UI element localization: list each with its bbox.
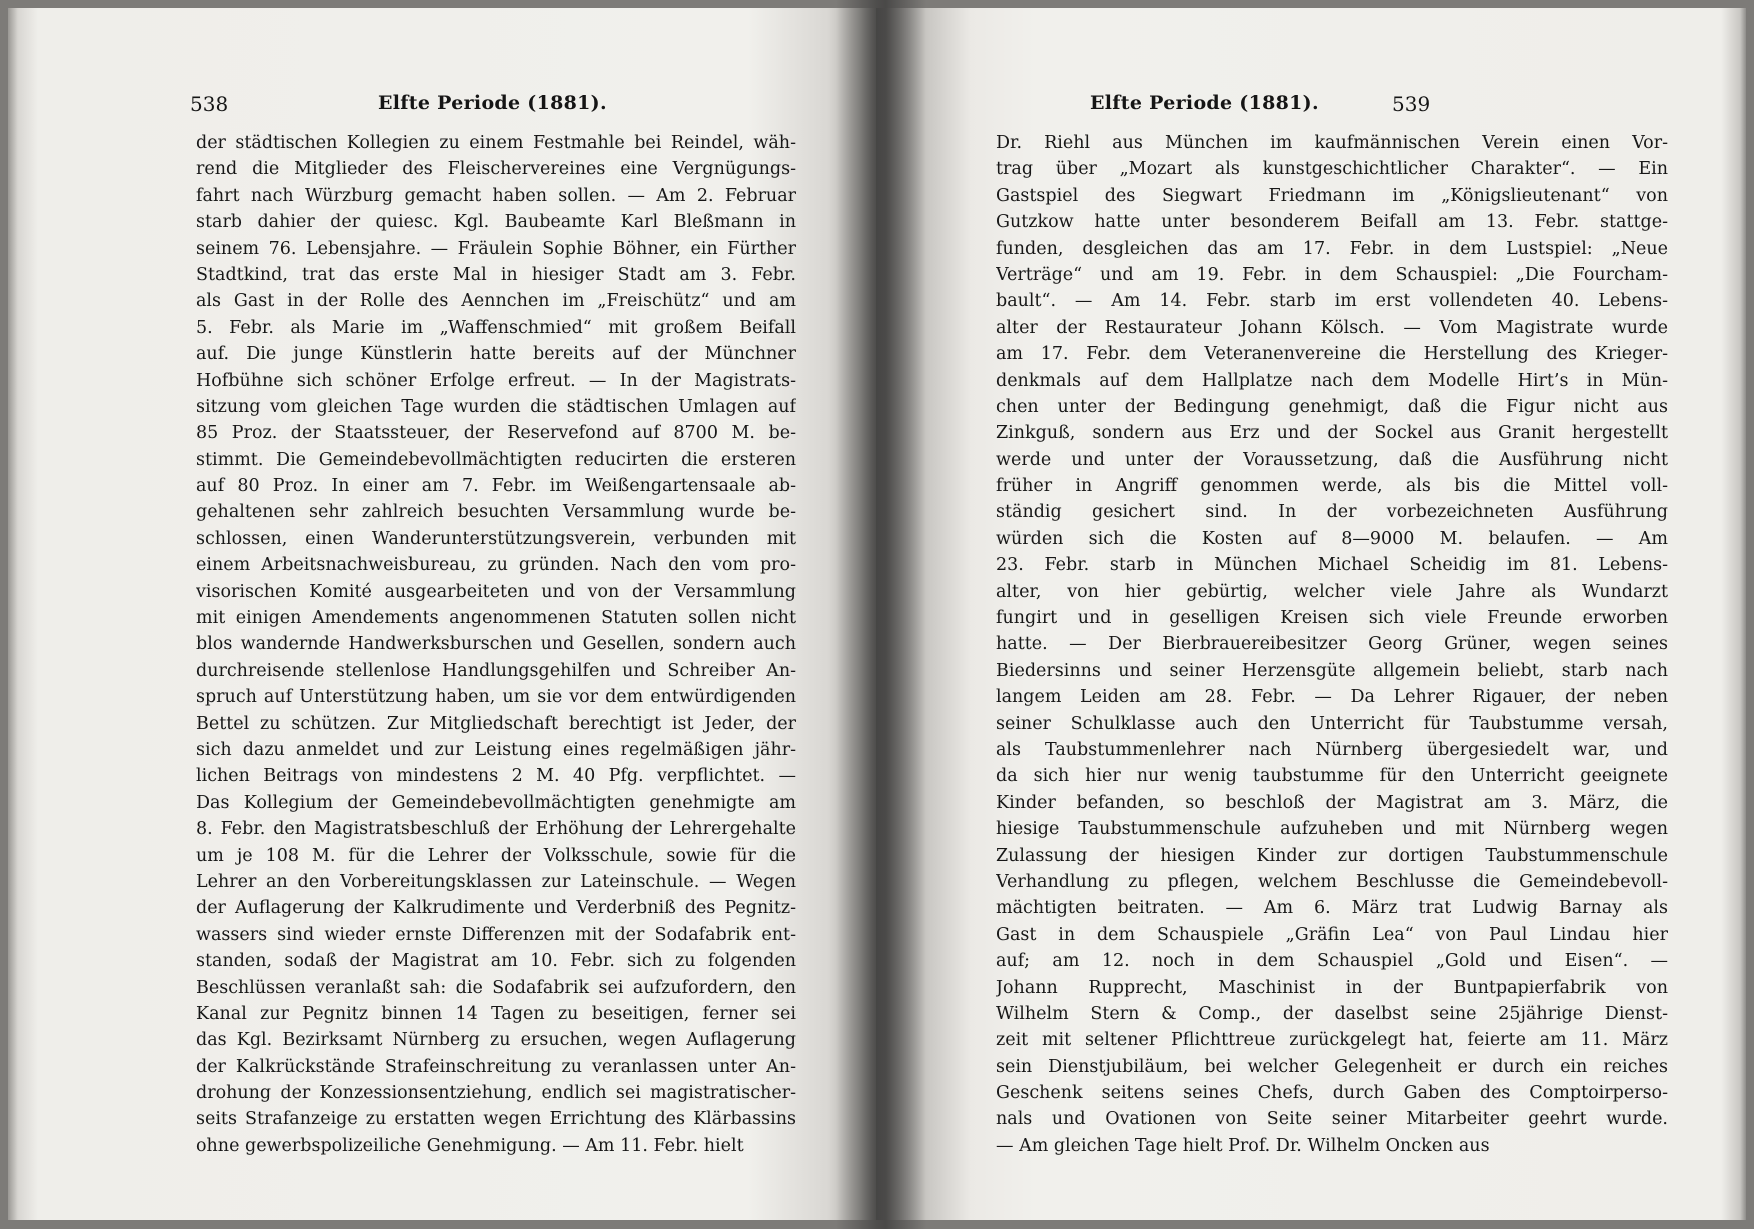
text-line: auf; am 12. noch in dem Schauspiel „Gold und Eisen“. — — [996, 951, 1668, 972]
text-line: standen, sodaß der Magistrat am 10. Febr. sich zu folgenden — [196, 951, 796, 972]
text-line: einem Arbeitsnachweisbureau, zu gründen. Nach den vom pro- — [196, 555, 796, 576]
text-line: 85 Proz. der Staatssteuer, der Reservefond auf 8700 M. be- — [196, 423, 796, 444]
text-line: der städtischen Kollegien zu einem Festmahle bei Reindel, wäh- — [196, 133, 796, 153]
text-line: der Auflagerung der Kalkrudimente und Verderbniß des Pegnitz- — [196, 898, 796, 919]
text-line: funden, desgleichen das am 17. Febr. in dem Lustspiel: „Neue — [996, 238, 1668, 259]
text-line: mächtigten beitraten. — Am 6. März trat Ludwig Barnay als — [996, 898, 1668, 919]
text-line: 5. Febr. als Marie im „Waffenschmied“ mit großem Beifall — [196, 317, 796, 338]
text-line: am 17. Febr. dem Veteranenvereine die Herstellung des Krieger- — [996, 344, 1668, 365]
text-line: Bettel zu schützen. Zur Mitgliedschaft berechtigt ist Jeder, der — [196, 713, 796, 734]
text-line: visorischen Komité ausgearbeiteten und von der Versammlung — [196, 581, 796, 602]
text-line: blos wandernde Handwerksburschen und Gesellen, sondern auch — [196, 634, 796, 655]
text-line: alter, von hier gebürtig, welcher viele Jahre als Wundarzt — [996, 581, 1668, 602]
text-line: nals und Ovationen von Seite seiner Mitarbeiter geehrt wurde. — [996, 1109, 1668, 1130]
text-line: Das Kollegium der Gemeindebevollmächtigten genehmigte am — [196, 792, 796, 813]
text-line: früher in Angriff genommen werde, als bis die Mittel voll- — [996, 476, 1668, 497]
text-line: das Kgl. Bezirksamt Nürnberg zu ersuchen, wegen Auflagerung — [196, 1030, 796, 1051]
text-line: trag über „Mozart als kunstgeschichtlicher Charakter“. — Ein — [996, 159, 1668, 180]
text-line: Gastspiel des Siegwart Friedmann im „Königslieutenant“ von — [996, 185, 1668, 206]
text-line: Dr. Riehl aus München im kaufmännischen Verein einen Vor- — [996, 133, 1668, 153]
text-line: hatte. — Der Bierbrauereibesitzer Georg Grüner, wegen seines — [996, 634, 1668, 655]
text-line: auf 80 Proz. In einer am 7. Febr. im Weißengartensaale ab- — [196, 476, 796, 497]
text-line: bault“. — Am 14. Febr. starb im erst vollendeten 40. Lebens- — [996, 291, 1668, 312]
text-line: denkmals auf dem Hallplatze nach dem Modelle Hirt’s in Mün- — [996, 370, 1668, 391]
text-line: fungirt und in geselligen Kreisen sich viele Freunde erworben — [996, 608, 1668, 629]
text-line: Geschenk seitens seines Chefs, durch Gaben des Comptoirperso- — [996, 1083, 1668, 1104]
text-line: rend die Mitglieder des Fleischervereines eine Vergnügungs- — [196, 159, 796, 180]
text-line: Verhandlung zu pflegen, welchem Beschlusse die Gemeindebevoll- — [996, 871, 1668, 892]
text-line: würden sich die Kosten auf 8—9000 M. belaufen. — Am — [996, 528, 1668, 549]
running-head: Elfte Periode (1881). — [1090, 92, 1319, 114]
page-number: 538 — [190, 92, 229, 116]
text-line: ständig gesichert sind. In der vorbezeichneten Ausführung — [996, 502, 1668, 523]
text-line: seiner Schulklasse auch den Unterricht für Taubstumme versah, — [996, 713, 1668, 734]
text-line: Wilhelm Stern & Comp., der daselbst seine 25jährige Dienst- — [996, 1003, 1668, 1024]
text-line: mit einigen Amendements angenommenen Statuten sollen nicht — [196, 608, 796, 629]
text-line: — Am gleichen Tage hielt Prof. Dr. Wilhelm Oncken aus — [996, 1135, 1490, 1156]
text-line: Stadtkind, trat das erste Mal in hiesiger Stadt am 3. Febr. — [196, 264, 796, 285]
page-number: 539 — [1392, 92, 1431, 116]
text-line: da sich hier nur wenig taubstumme für den Unterricht geeignete — [996, 766, 1668, 787]
text-line: wassers sind wieder ernste Differenzen mit der Sodafabrik ent- — [196, 924, 796, 945]
text-line: als Gast in der Rolle des Aennchen im „Freischütz“ und am — [196, 291, 796, 312]
text-line: Beschlüssen veranlaßt sah: die Sodafabrik sei aufzufordern, den — [196, 977, 796, 998]
text-line: werde und unter der Voraussetzung, daß die Ausführung nicht — [996, 449, 1668, 470]
left-page-header — [8, 92, 876, 122]
left-page-text — [196, 130, 796, 1159]
text-line: zeit mit seltener Pflichttreue zurückgelegt hat, feierte am 11. März — [996, 1030, 1668, 1051]
text-line: langem Leiden am 28. Febr. — Da Lehrer Rigauer, der neben — [996, 687, 1668, 708]
text-line: alter der Restaurateur Johann Kölsch. — Vom Magistrate wurde — [996, 317, 1668, 338]
text-line: hiesige Taubstummenschule aufzuheben und mit Nürnberg wegen — [996, 819, 1668, 840]
text-line: Biedersinns und seiner Herzensgüte allgemein beliebt, starb nach — [996, 660, 1668, 681]
text-line: Lehrer an den Vorbereitungsklassen zur Lateinschule. — Wegen — [196, 871, 796, 892]
text-line: sitzung vom gleichen Tage wurden die städtischen Umlagen auf — [196, 396, 796, 417]
text-line: der Kalkrückstände Strafeinschreitung zu veranlassen unter An- — [196, 1056, 796, 1077]
text-line: ohne gewerbspolizeiliche Genehmigung. — Am 11. Febr. hielt — [196, 1135, 744, 1156]
text-line: starb dahier der quiesc. Kgl. Baubeamte Karl Bleßmann in — [196, 212, 796, 233]
text-line: schlossen, einen Wanderunterstützungsverein, verbunden mit — [196, 528, 796, 549]
text-line: Zinkguß, sondern aus Erz und der Sockel aus Granit hergestellt — [996, 423, 1668, 444]
text-line: Gast in dem Schauspiele „Gräfin Lea“ von Paul Lindau hier — [996, 924, 1668, 945]
text-line: durchreisende stellenlose Handlungsgehilfen und Schreiber An- — [196, 660, 796, 681]
text-line: drohung der Konzessionsentziehung, endlich sei magistratischer- — [196, 1083, 796, 1104]
text-line: Kanal zur Pegnitz binnen 14 Tagen zu beseitigen, ferner sei — [196, 1003, 796, 1024]
right-page-header — [876, 92, 1746, 122]
right-page — [876, 8, 1746, 1220]
text-line: Verträge“ und am 19. Febr. in dem Schauspiel: „Die Fourcham- — [996, 264, 1668, 285]
left-page — [8, 8, 876, 1220]
text-line: als Taubstummenlehrer nach Nürnberg übergesiedelt war, und — [996, 739, 1668, 760]
text-line: sich dazu anmeldet und zur Leistung eines regelmäßigen jähr- — [196, 739, 796, 760]
text-line: sein Dienstjubiläum, bei welcher Gelegenheit er durch ein reiches — [996, 1056, 1668, 1077]
text-line: gehaltenen sehr zahlreich besuchten Versammlung wurde be- — [196, 502, 796, 523]
text-line: lichen Beitrags von mindestens 2 M. 40 Pfg. verpflichtet. — — [196, 766, 796, 787]
text-line: seinem 76. Lebensjahre. — Fräulein Sophie Böhner, ein Fürther — [196, 238, 796, 259]
text-line: Gutzkow hatte unter besonderem Beifall am 13. Febr. stattge- — [996, 212, 1668, 233]
text-line: Zulassung der hiesigen Kinder zur dortigen Taubstummenschule — [996, 845, 1668, 866]
text-line: Kinder befanden, so beschloß der Magistrat am 3. März, die — [996, 792, 1668, 813]
right-page-text — [996, 130, 1668, 1159]
text-line: seits Strafanzeige zu erstatten wegen Errichtung des Klärbassins — [196, 1109, 796, 1130]
text-line: spruch auf Unterstützung haben, um sie vor dem entwürdigenden — [196, 687, 796, 708]
text-line: stimmt. Die Gemeindebevollmächtigten reducirten die ersteren — [196, 449, 796, 470]
text-line: auf. Die junge Künstlerin hatte bereits auf der Münchner — [196, 344, 796, 365]
text-line: Johann Rupprecht, Maschinist in der Buntpapierfabrik von — [996, 977, 1668, 998]
running-head: Elfte Periode (1881). — [378, 92, 607, 114]
text-line: um je 108 M. für die Lehrer der Volksschule, sowie für die — [196, 845, 796, 866]
text-line: 8. Febr. den Magistratsbeschluß der Erhöhung der Lehrergehalte — [196, 819, 796, 840]
book-gutter — [836, 0, 926, 1229]
text-line: Hofbühne sich schöner Erfolge erfreut. — In der Magistrats- — [196, 370, 796, 391]
text-line: chen unter der Bedingung genehmigt, daß die Figur nicht aus — [996, 396, 1668, 417]
text-line: fahrt nach Würzburg gemacht haben sollen. — Am 2. Februar — [196, 185, 796, 206]
text-line: 23. Febr. starb in München Michael Scheidig im 81. Lebens- — [996, 555, 1668, 576]
